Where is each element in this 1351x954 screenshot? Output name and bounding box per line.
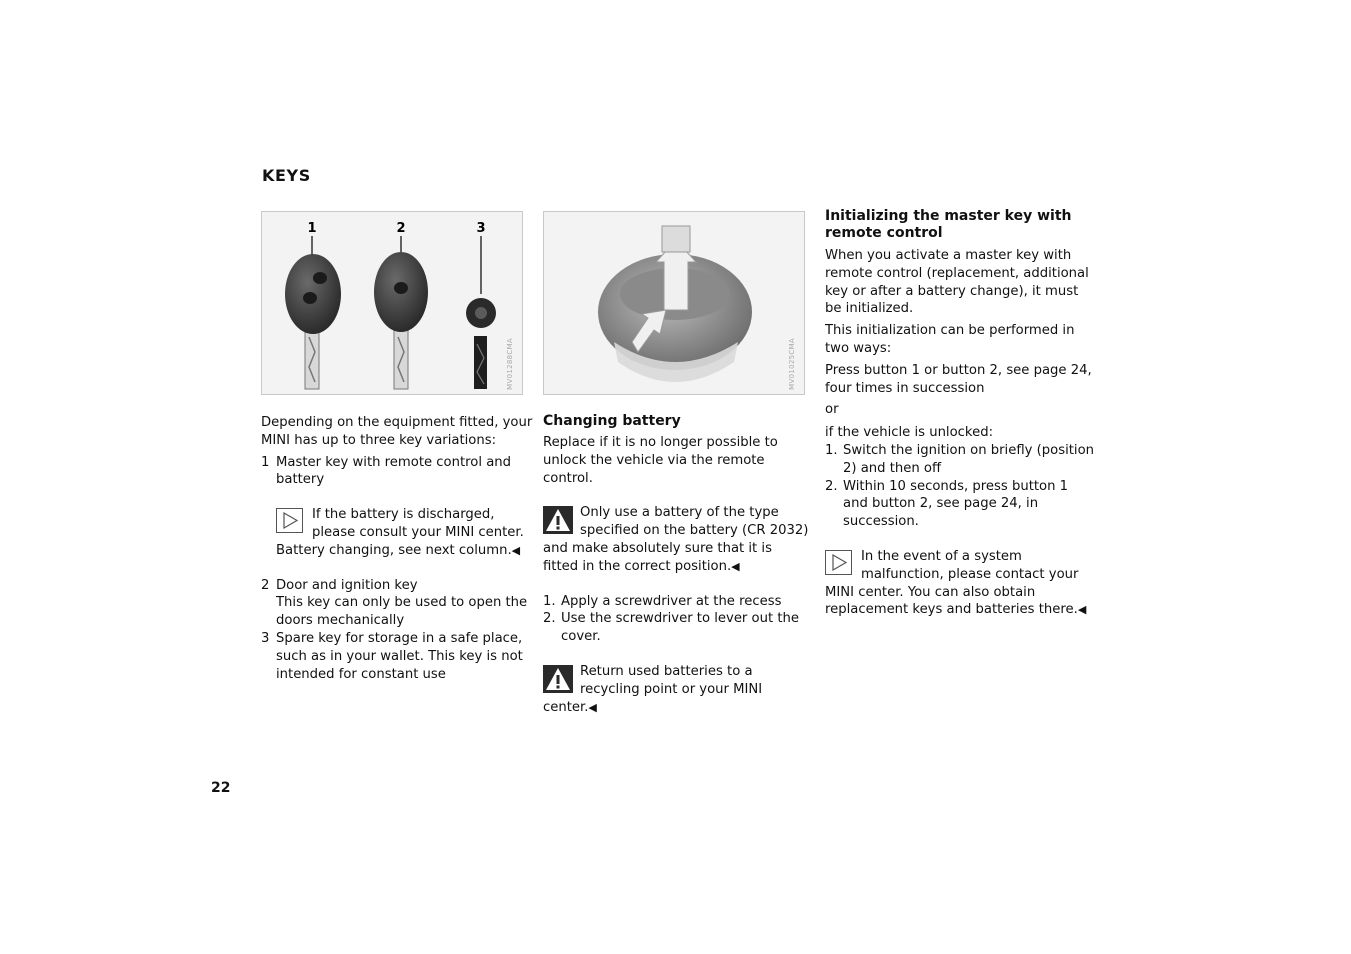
warning-icon <box>543 506 573 534</box>
list-text: This key can only be used to open the doors mechanically <box>276 595 528 629</box>
list-item <box>261 454 533 490</box>
warning-box <box>543 663 811 716</box>
step-text: Switch the ignition on briefly (position 2) and then off <box>843 442 1095 476</box>
note-box <box>825 548 1097 619</box>
step-number: 1. <box>543 593 556 609</box>
intro-paragraph: Replace if it is no longer possible to unlock the vehicle via the remote control. <box>543 435 778 486</box>
step-item <box>543 610 811 646</box>
note-arrow-icon <box>276 508 303 533</box>
note-arrow-icon <box>825 550 852 575</box>
paragraph: This initialization can be performed in two ways: <box>825 323 1075 356</box>
section-heading: Changing battery <box>543 413 681 429</box>
end-mark-icon: ◀ <box>731 559 740 573</box>
step-item <box>825 442 1097 478</box>
paragraph: if the vehicle is unlocked: <box>825 425 994 441</box>
column-1 <box>261 414 533 683</box>
paragraph: When you activate a master key with remote control (replacement, additional key or after a battery change), it must be initialized. <box>825 248 1089 317</box>
list-number: 3 <box>261 630 270 646</box>
key-label-3: 3 <box>476 221 486 236</box>
list-number: 1 <box>261 454 270 470</box>
list-title: Door and ignition key <box>276 577 418 593</box>
page-title: KEYS <box>262 166 311 185</box>
column-3 <box>825 208 1097 619</box>
figure-code: MV01025CMA <box>788 338 797 390</box>
step-item <box>543 593 811 611</box>
step-number: 2. <box>543 611 556 627</box>
paragraph: or <box>825 402 839 418</box>
list-text: Master key with remote control and battery <box>276 454 512 488</box>
note-box <box>261 506 533 559</box>
list-item <box>261 577 533 630</box>
step-text: Use the screwdriver to lever out the cover. <box>561 611 799 645</box>
key-label-1: 1 <box>307 221 317 236</box>
step-number: 2. <box>825 478 838 494</box>
step-item <box>825 478 1097 531</box>
warning-text: Return used batteries to a recycling point or your MINI center. <box>543 663 763 715</box>
end-mark-icon: ◀ <box>588 700 597 714</box>
step-text: Apply a screwdriver at the recess <box>561 593 782 609</box>
figure-code: MV01288CMA <box>506 338 515 390</box>
list-number: 2 <box>261 577 270 593</box>
column-2 <box>543 413 811 716</box>
end-mark-icon: ◀ <box>511 543 521 557</box>
intro-paragraph: Depending on the equipment fitted, your MINI has up to three key variations: <box>261 415 533 448</box>
warning-text: Only use a battery of the type specified on the battery (CR 2032) and make absolutely sure that it is fitted in the correct position. <box>543 505 809 574</box>
warning-box <box>543 504 811 575</box>
section-heading: Initializing the master key with remote control <box>825 208 1072 241</box>
keys-illustration <box>262 212 523 395</box>
keys-figure <box>261 211 523 395</box>
step-number: 1. <box>825 442 838 458</box>
paragraph: Press button 1 or button 2, see page 24, four times in succession <box>825 362 1092 396</box>
end-mark-icon: ◀ <box>1077 603 1087 617</box>
page-number: 22 <box>211 780 231 796</box>
list-item <box>261 630 533 683</box>
note-text: In the event of a system malfunction, please contact your MINI center. You can also obtain replacement keys and batteries there. <box>825 548 1079 618</box>
battery-figure <box>543 211 805 395</box>
list-text: Spare key for storage in a safe place, such as in your wallet. This key is not intended for constant use <box>276 630 523 682</box>
step-text: Within 10 seconds, press button 1 and button 2, see page 24, in succession. <box>843 478 1069 530</box>
battery-cover-illustration <box>544 212 805 395</box>
key-label-2: 2 <box>396 221 406 236</box>
note-text: If the battery is discharged, please consult your MINI center. Battery changing, see next column. <box>276 507 524 558</box>
warning-icon <box>543 665 573 693</box>
